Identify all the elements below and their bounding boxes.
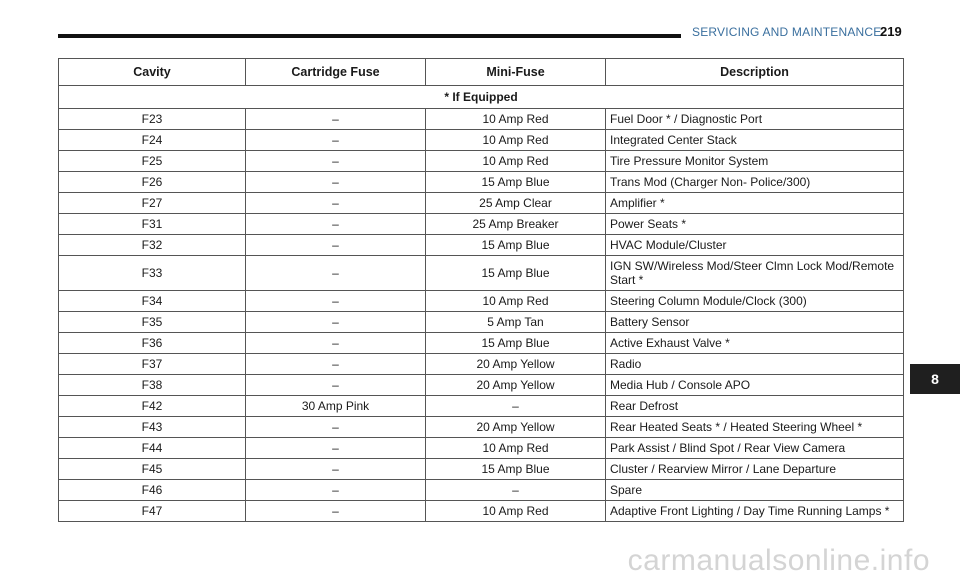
description-cell: Active Exhaust Valve * xyxy=(606,333,904,354)
header-rule xyxy=(58,34,681,38)
table-row xyxy=(59,501,904,522)
section-title: SERVICING AND MAINTENANCE xyxy=(692,25,882,39)
cavity-cell: F43 xyxy=(59,417,246,438)
mini-fuse-cell: – xyxy=(426,480,606,501)
cartridge-fuse-cell: – xyxy=(246,312,426,333)
column-header-cartridge-fuse: Cartridge Fuse xyxy=(246,59,426,86)
description-cell: Amplifier * xyxy=(606,193,904,214)
cartridge-fuse-cell: – xyxy=(246,256,426,291)
mini-fuse-cell: 5 Amp Tan xyxy=(426,312,606,333)
table-row xyxy=(59,214,904,235)
cavity-cell: F24 xyxy=(59,130,246,151)
mini-fuse-cell: 25 Amp Clear xyxy=(426,193,606,214)
description-cell: Radio xyxy=(606,354,904,375)
description-cell: Steering Column Module/Clock (300) xyxy=(606,291,904,312)
cartridge-fuse-cell: – xyxy=(246,438,426,459)
cavity-cell: F33 xyxy=(59,256,246,291)
mini-fuse-cell: 15 Amp Blue xyxy=(426,459,606,480)
if-equipped-note-row xyxy=(59,86,904,109)
description-cell: Battery Sensor xyxy=(606,312,904,333)
description-cell: Adaptive Front Lighting / Day Time Running Lamps * xyxy=(606,501,904,522)
watermark: carmanualsonline.info xyxy=(627,544,930,577)
mini-fuse-cell: 10 Amp Red xyxy=(426,130,606,151)
mini-fuse-cell: 15 Amp Blue xyxy=(426,235,606,256)
cavity-cell: F44 xyxy=(59,438,246,459)
description-cell: IGN SW/Wireless Mod/Steer Clmn Lock Mod/Remote Start * xyxy=(606,256,904,291)
cartridge-fuse-cell: – xyxy=(246,109,426,130)
cartridge-fuse-cell: – xyxy=(246,130,426,151)
page-number: 219 xyxy=(880,24,902,39)
cavity-cell: F25 xyxy=(59,151,246,172)
cartridge-fuse-cell: – xyxy=(246,172,426,193)
if-equipped-note: * If Equipped xyxy=(59,86,904,109)
cartridge-fuse-cell: – xyxy=(246,235,426,256)
description-cell: Spare xyxy=(606,480,904,501)
column-header-mini-fuse: Mini-Fuse xyxy=(426,59,606,86)
cavity-cell: F45 xyxy=(59,459,246,480)
cartridge-fuse-cell: – xyxy=(246,459,426,480)
cavity-cell: F38 xyxy=(59,375,246,396)
cartridge-fuse-cell: – xyxy=(246,193,426,214)
table-row xyxy=(59,130,904,151)
mini-fuse-cell: 15 Amp Blue xyxy=(426,256,606,291)
cavity-cell: F27 xyxy=(59,193,246,214)
table-row xyxy=(59,333,904,354)
cavity-cell: F32 xyxy=(59,235,246,256)
table-row xyxy=(59,235,904,256)
column-header-cavity: Cavity xyxy=(59,59,246,86)
mini-fuse-cell: 15 Amp Blue xyxy=(426,172,606,193)
table-row xyxy=(59,109,904,130)
table-row xyxy=(59,438,904,459)
table-row xyxy=(59,172,904,193)
cartridge-fuse-cell: – xyxy=(246,151,426,172)
cartridge-fuse-cell: – xyxy=(246,354,426,375)
mini-fuse-cell: 20 Amp Yellow xyxy=(426,375,606,396)
table-row xyxy=(59,291,904,312)
description-cell: Fuel Door * / Diagnostic Port xyxy=(606,109,904,130)
cavity-cell: F35 xyxy=(59,312,246,333)
cartridge-fuse-cell: – xyxy=(246,501,426,522)
table-row xyxy=(59,151,904,172)
column-header-description: Description xyxy=(606,59,904,86)
description-cell: Rear Defrost xyxy=(606,396,904,417)
mini-fuse-cell: 10 Amp Red xyxy=(426,501,606,522)
cartridge-fuse-cell: 30 Amp Pink xyxy=(246,396,426,417)
cavity-cell: F23 xyxy=(59,109,246,130)
description-cell: HVAC Module/Cluster xyxy=(606,235,904,256)
cartridge-fuse-cell: – xyxy=(246,480,426,501)
description-cell: Integrated Center Stack xyxy=(606,130,904,151)
mini-fuse-cell: 10 Amp Red xyxy=(426,109,606,130)
table-row xyxy=(59,354,904,375)
cavity-cell: F34 xyxy=(59,291,246,312)
table-header-row xyxy=(59,59,904,86)
description-cell: Rear Heated Seats * / Heated Steering Wheel * xyxy=(606,417,904,438)
cartridge-fuse-cell: – xyxy=(246,417,426,438)
table-row xyxy=(59,396,904,417)
mini-fuse-cell: 10 Amp Red xyxy=(426,438,606,459)
table-row xyxy=(59,480,904,501)
description-cell: Power Seats * xyxy=(606,214,904,235)
mini-fuse-cell: 10 Amp Red xyxy=(426,291,606,312)
description-cell: Park Assist / Blind Spot / Rear View Camera xyxy=(606,438,904,459)
table-row xyxy=(59,459,904,480)
mini-fuse-cell: 25 Amp Breaker xyxy=(426,214,606,235)
mini-fuse-cell: – xyxy=(426,396,606,417)
cartridge-fuse-cell: – xyxy=(246,375,426,396)
description-cell: Tire Pressure Monitor System xyxy=(606,151,904,172)
table-row xyxy=(59,375,904,396)
cavity-cell: F31 xyxy=(59,214,246,235)
table-row xyxy=(59,256,904,291)
section-tab[interactable]: 8 xyxy=(910,364,960,394)
mini-fuse-cell: 20 Amp Yellow xyxy=(426,417,606,438)
fuse-table xyxy=(58,58,904,522)
mini-fuse-cell: 10 Amp Red xyxy=(426,151,606,172)
cavity-cell: F36 xyxy=(59,333,246,354)
cartridge-fuse-cell: – xyxy=(246,214,426,235)
cartridge-fuse-cell: – xyxy=(246,333,426,354)
description-cell: Cluster / Rearview Mirror / Lane Departure xyxy=(606,459,904,480)
table-row xyxy=(59,417,904,438)
cavity-cell: F42 xyxy=(59,396,246,417)
table-row xyxy=(59,312,904,333)
cavity-cell: F37 xyxy=(59,354,246,375)
cavity-cell: F46 xyxy=(59,480,246,501)
cavity-cell: F26 xyxy=(59,172,246,193)
table-row xyxy=(59,193,904,214)
cartridge-fuse-cell: – xyxy=(246,291,426,312)
description-cell: Media Hub / Console APO xyxy=(606,375,904,396)
mini-fuse-cell: 20 Amp Yellow xyxy=(426,354,606,375)
description-cell: Trans Mod (Charger Non- Police/300) xyxy=(606,172,904,193)
mini-fuse-cell: 15 Amp Blue xyxy=(426,333,606,354)
cavity-cell: F47 xyxy=(59,501,246,522)
